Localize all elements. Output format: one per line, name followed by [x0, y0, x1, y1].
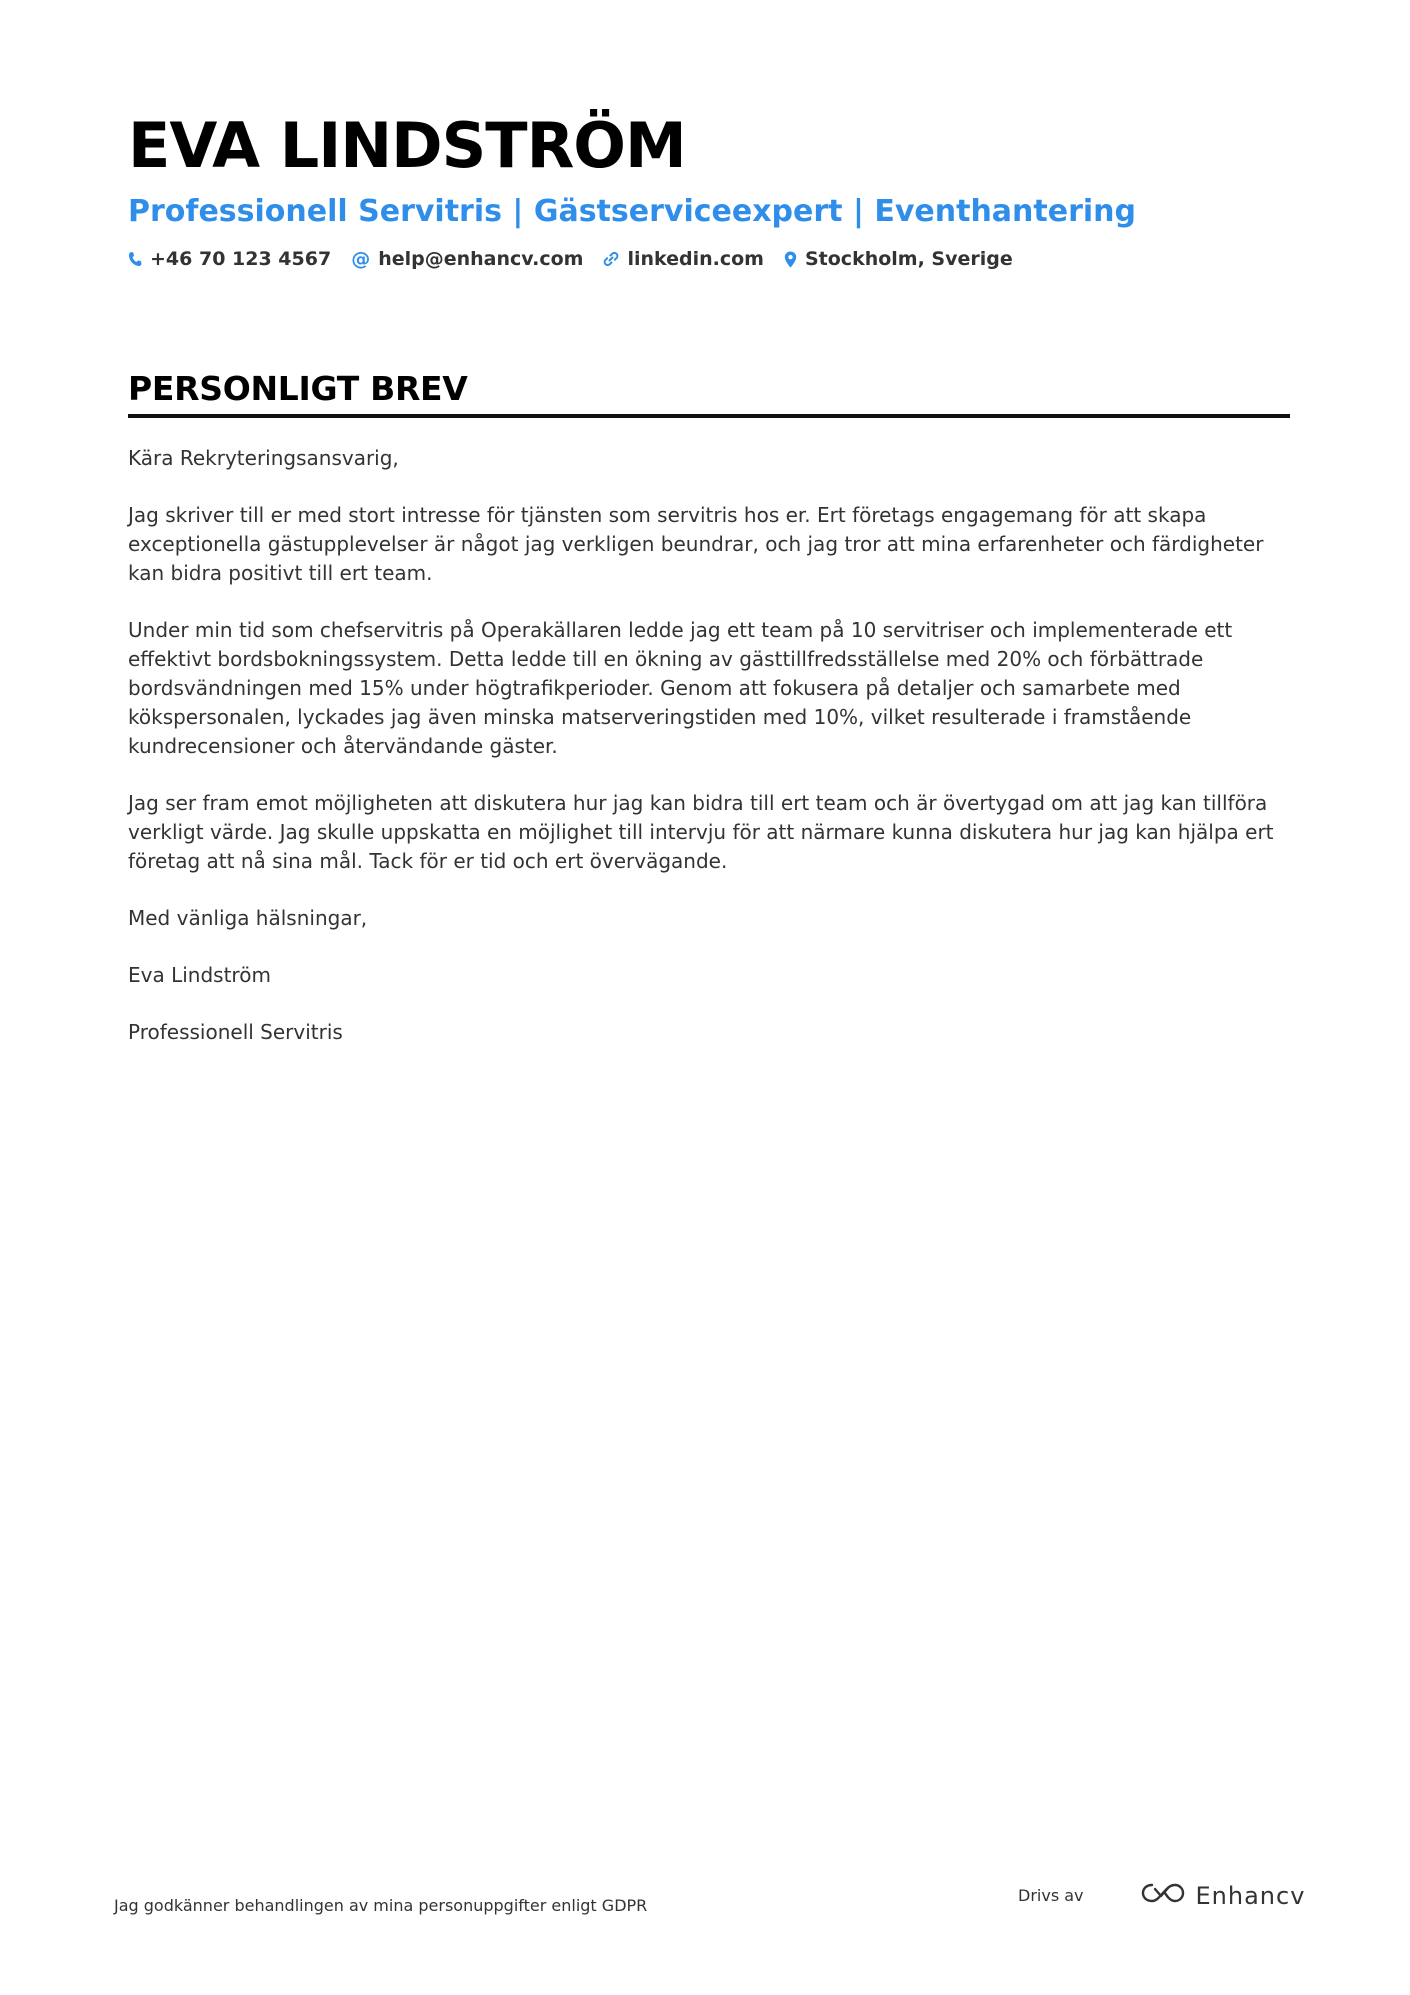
- letter-paragraph-3: Jag ser fram emot möjligheten att diskutera hur jag kan bidra till ert team och är övertygad om att jag kan tillföra verkligt värde. Jag skulle uppskatta en möjlighet till intervju för att närmare kunna diskutera hur jag kan hjälpa ert företag att nå sina mål. Tack för er tid och ert övervägande.: [128, 791, 1274, 873]
- at-icon: @: [351, 247, 371, 270]
- link-icon: [603, 251, 619, 267]
- contact-email: [351, 248, 583, 270]
- candidate-name: EVA LINDSTRÖM: [128, 109, 686, 182]
- enhancv-logo[interactable]: [1140, 1880, 1306, 1911]
- section-title: PERSONLIGT BREV: [128, 369, 468, 408]
- signature-title: Professionell Servitris: [128, 1020, 343, 1044]
- letter-paragraph-2: Under min tid som chefservitris på Operakällaren ledde jag ett team på 10 servitriser och implementerade ett effektivt bordsbokningssystem. Detta ledde till en ökning av gästtillfredsställelse med 20% och förbättrade bordsvändningen med 15% under högtrafikperioder. Genom att fokusera på detaljer och samarbete med kökspersonalen, lyckades jag även minska matserveringstiden med 10%, vilket resulterade i framstående kundrecensioner och återvändande gäster.: [128, 618, 1233, 758]
- contact-linkedin: [603, 248, 764, 270]
- enhancv-logo-icon: [1140, 1880, 1186, 1911]
- phone-icon: [128, 251, 142, 267]
- letter-greeting: Kära Rekryteringsansvarig,: [128, 446, 399, 470]
- location-text: Stockholm, Sverige: [804, 248, 1013, 270]
- signature-name: Eva Lindström: [128, 963, 271, 987]
- footer-branding: [1018, 1880, 1305, 1911]
- contact-location: [784, 248, 1013, 270]
- letter-body: [128, 444, 1290, 1047]
- letter-closing: Med vänliga hälsningar,: [128, 906, 368, 930]
- cover-letter-section: [128, 368, 1290, 1075]
- phone-number[interactable]: +46 70 123 4567: [150, 248, 332, 270]
- letter-paragraph-1: Jag skriver till er med stort intresse för tjänsten som servitris hos er. Ert företags engagemang för att skapa exceptionella gästupplevelser är något jag verkligen beundrar, och jag tror att mina erfarenheter och färdigheter kan bidra positivt till ert team.: [128, 503, 1264, 585]
- gdpr-consent: Jag godkänner behandlingen av mina personuppgifter enligt GDPR: [114, 1896, 648, 1915]
- map-pin-icon: [784, 251, 797, 268]
- header: [128, 108, 1288, 270]
- powered-by-label: Drivs av: [1018, 1886, 1084, 1905]
- linkedin-url[interactable]: linkedin.com: [627, 248, 764, 270]
- section-divider: [128, 414, 1290, 418]
- candidate-subtitle: Professionell Servitris | Gästserviceexpert | Eventhantering: [128, 194, 1137, 229]
- contact-bar: [128, 248, 1288, 270]
- enhancv-brand-name: Enhancv: [1195, 1881, 1306, 1910]
- email-address[interactable]: help@enhancv.com: [378, 248, 584, 270]
- contact-phone: [128, 248, 331, 270]
